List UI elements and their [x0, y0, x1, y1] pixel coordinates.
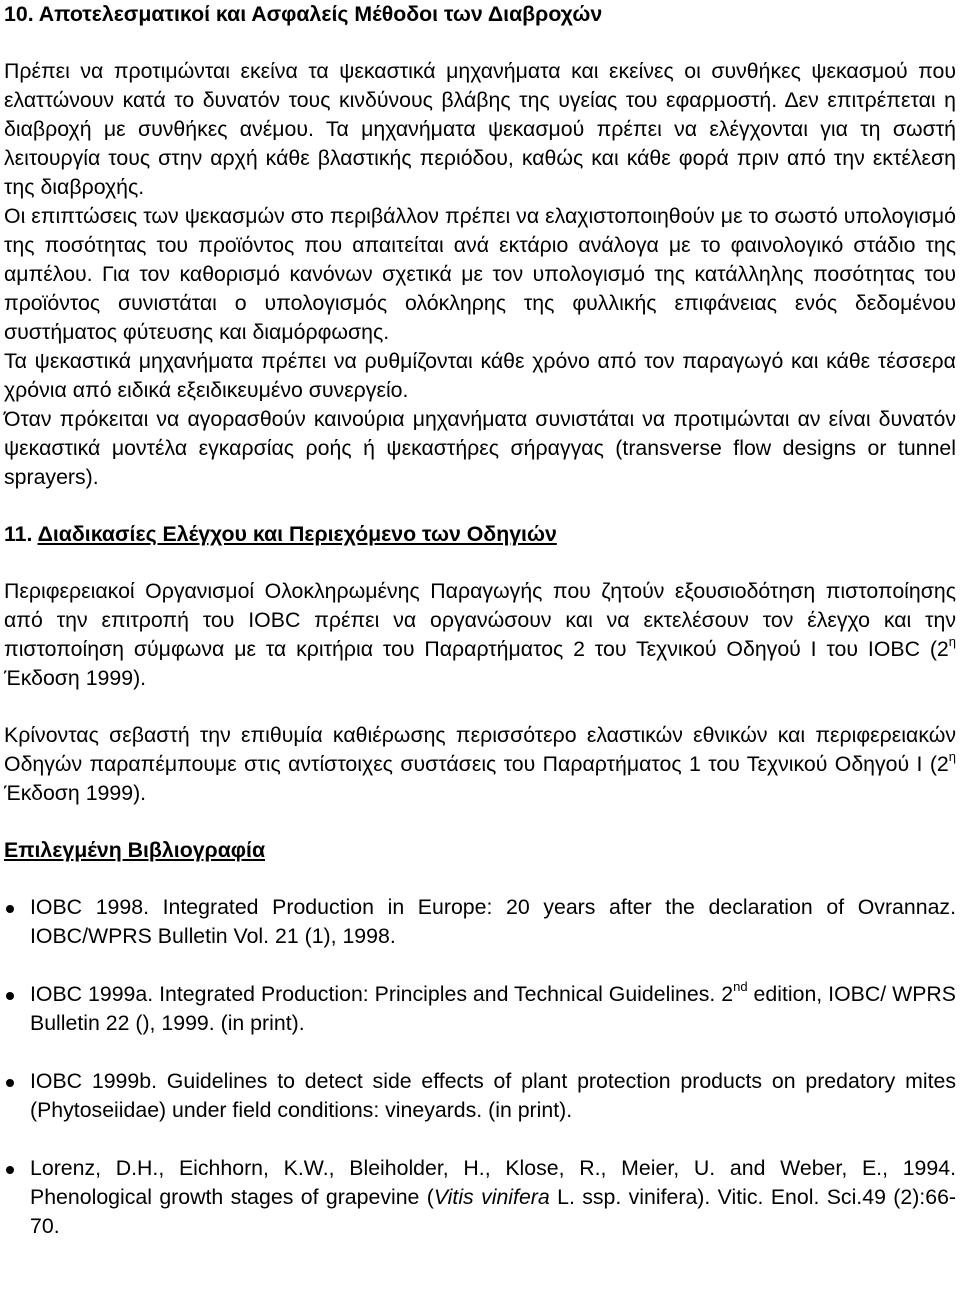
- section-11-title: Διαδικασίες Ελέγχου και Περιεχόμενο των Οδηγιών: [37, 522, 557, 546]
- section-11-number: 11.: [4, 522, 38, 546]
- superscript: nd: [733, 978, 748, 994]
- bibliography-item-text: IOBC 1998. Integrated Production in Europe: 20 years after the declaration of Ovrannaz. IOBC/WPRS Bulletin Vol. 21 (1), 1998.: [30, 895, 956, 948]
- bibliography-item: [4, 1154, 956, 1241]
- section-10-paragraph-1: Πρέπει να προτιμώνται εκείνα τα ψεκαστικά μηχανήματα και εκείνες οι συνθήκες ψεκασμού που ελαττώνουν κατά το δυνατόν τους κινδύνους βλάβης της υγείας του εφαρμοστή. Δεν επιτρέπεται η διαβροχή με συνθήκες ανέμου. Τα μηχανήματα ψεκασμού πρέπει να ελέγχονται για τη σωστή λειτουργία τους στην αρχή κάθε βλαστικής περιόδου, καθώς και κάθε φορά πριν από την εκτέλεση της διαβροχής.: [4, 59, 956, 199]
- bibliography-item-text: Lorenz, D.H., Eichhorn, K.W., Bleiholder, H., Klose, R., Meier, U. and Weber, E., 1994. Phenological growth stages of grapevine (: [30, 1156, 956, 1209]
- section-11-paragraph-1-tail: Έκδοση 1999).: [4, 666, 147, 690]
- bibliography-item-tail: L. ssp. vinifera). Vitic. Enol. Sci.49 (2):66-70.: [30, 1185, 957, 1238]
- bullet-icon: [6, 1079, 14, 1087]
- superscript: η: [948, 633, 956, 649]
- bullet-icon: [6, 905, 14, 913]
- bibliography-item-text: IOBC 1999b. Guidelines to detect side effects of plant protection products on predatory mites (Phytoseiidae) under field conditions: vineyards. (in print).: [30, 1069, 956, 1122]
- section-11-paragraph-2-tail: Έκδοση 1999).: [4, 781, 147, 805]
- bibliography-item: [4, 893, 956, 951]
- section-11-paragraph-2: [4, 721, 956, 808]
- section-11-paragraph-1: [4, 577, 956, 693]
- section-10-paragraph-4: Όταν πρόκειται να αγορασθούν καινούρια μηχανήματα συνιστάται να προτιμώνται αν είναι δυνατόν ψεκαστικά μοντέλα εγκαρσίας ροής ή ψεκαστήρες σήραγγας (transverse flow designs or tunnel sprayers).: [4, 407, 956, 489]
- bibliography-list: [4, 893, 956, 1241]
- section-10-paragraph-3: Τα ψεκαστικά μηχανήματα πρέπει να ρυθμίζονται κάθε χρόνο από τον παραγωγό και κάθε τέσσερα χρόνια από ειδικά εξειδικευμένο συνεργείο.: [4, 349, 956, 402]
- bibliography-item-tail: edition, IOBC/ WPRS Bulletin 22 (), 1999. (in print).: [30, 982, 957, 1035]
- section-10-heading: 10. Αποτελεσματικοί και Ασφαλείς Μέθοδοι των Διαβροχών: [4, 2, 603, 26]
- bibliography-heading: [4, 836, 956, 865]
- bibliography-item-text: IOBC 1999a. Integrated Production: Principles and Technical Guidelines. 2: [30, 982, 734, 1006]
- section-11-heading: [4, 520, 956, 549]
- bibliography-title: Επιλεγμένη Βιβλιογραφία: [4, 838, 266, 862]
- section-10-paragraph-2: Οι επιπτώσεις των ψεκασμών στο περιβάλλον πρέπει να ελαχιστοποιηθούν με το σωστό υπολογισμό της ποσότητας του προϊόντος που απαιτείται ανά εκτάριο ανάλογα με το φαινολογικό στάδιο της αμπέλου. Για τον καθορισμό κανόνων σχετικά με τον υπολογισμό της κατάλληλης ποσότητας του προϊόντος συνιστάται ο υπολογισμός ολόκληρης της φυλλικής επιφάνειας ενός δεδομένου συστήματος φύτευσης και διαμόρφωσης.: [4, 204, 956, 344]
- bullet-icon: [6, 992, 14, 1000]
- section-11-paragraph-2-text: Κρίνοντας σεβαστή την επιθυμία καθιέρωσης περισσότερο ελαστικών εθνικών και περιφερειακών Οδηγών παραπέμπουμε στις αντίστοιχες συστάσεις του Παραρτήματος 1 του Τεχνικού Οδηγού I (2: [4, 723, 956, 776]
- superscript: η: [948, 748, 956, 764]
- species-name: Vitis vinifera: [433, 1185, 550, 1209]
- bibliography-item: [4, 1067, 956, 1125]
- bullet-icon: [6, 1166, 14, 1174]
- bibliography-item: [4, 980, 956, 1038]
- section-11-paragraph-1-text: Περιφερειακοί Οργανισμοί Ολοκληρωμένης Παραγωγής που ζητούν εξουσιοδότηση πιστοποίησης από την επιτροπή του IOBC πρέπει να οργανώσουν και να εκτελέσουν τον έλεγχο και την πιστοποίηση σύμφωνα με τα κριτήρια του Παραρτήματος 2 του Τεχνικού Οδηγού I του IOBC (2: [4, 579, 956, 661]
